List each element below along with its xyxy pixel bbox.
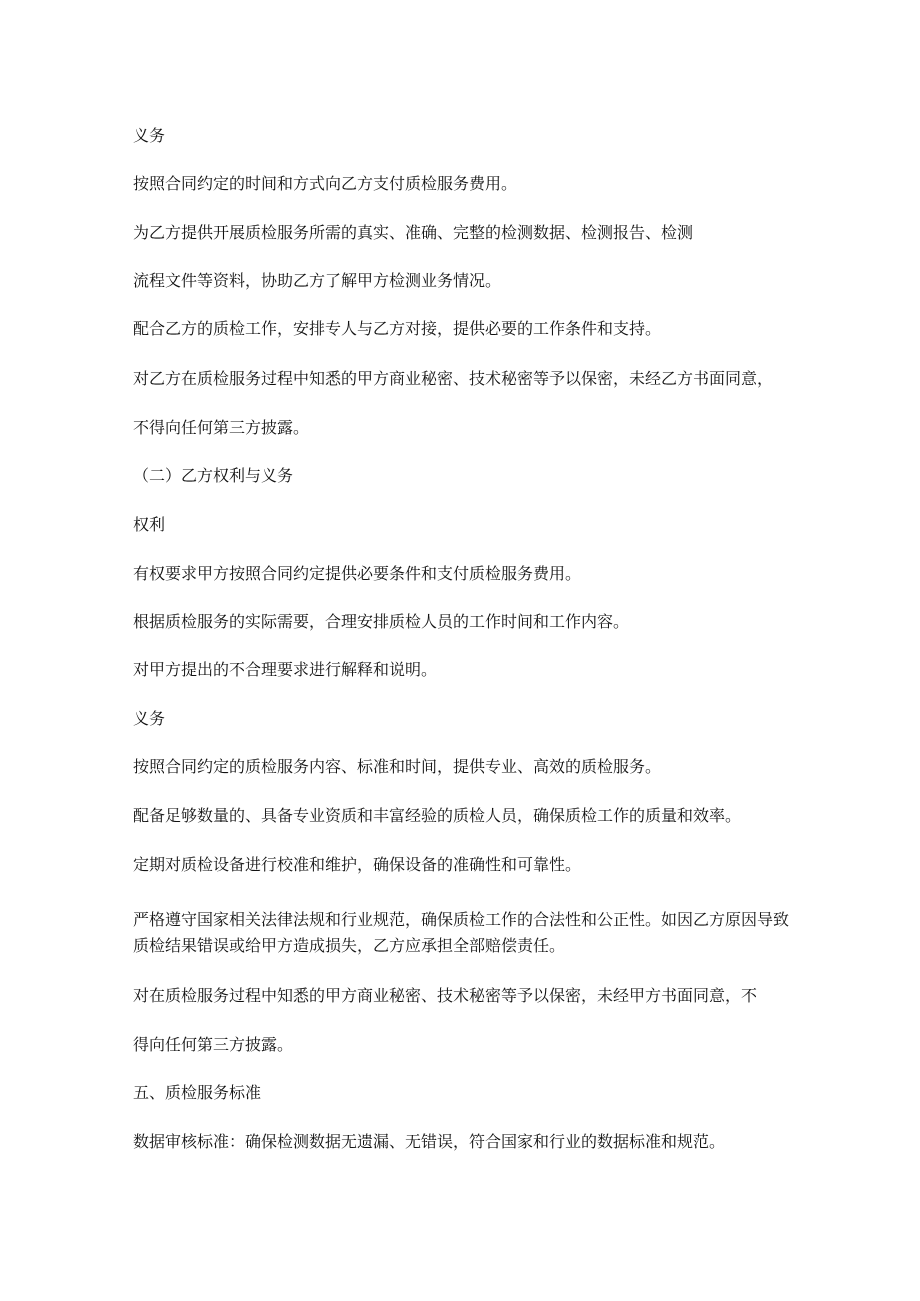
paragraph-line: 按照合同约定的质检服务内容、标准和时间，提供专业、高效的质检服务。 bbox=[133, 757, 662, 776]
paragraph-line: 按照合同约定的时间和方式向乙方支付质检服务费用。 bbox=[133, 174, 518, 193]
paragraph-line: 有权要求甲方按照合同约定提供必要条件和支付质检服务费用。 bbox=[133, 564, 582, 583]
paragraph-line: 对在质检服务过程中知悉的甲方商业秘密、技术秘密等予以保密，未经甲方书面同意，不 bbox=[133, 986, 758, 1005]
paragraph-line: 流程文件等资料，协助乙方了解甲方检测业务情况。 bbox=[133, 271, 502, 290]
paragraph-line: 对乙方在质检服务过程中知悉的甲方商业秘密、技术秘密等予以保密，未经乙方书面同意， bbox=[133, 369, 774, 388]
section-heading: （二）乙方权利与义务 bbox=[133, 466, 294, 485]
paragraph-line: 配合乙方的质检工作，安排专人与乙方对接，提供必要的工作条件和支持。 bbox=[133, 319, 662, 338]
paragraph-block: 严格遵守国家相关法律法规和行业规范，确保质检工作的合法性和公正性。如因乙方原因导致质检结果错误或给甲方造成损失，乙方应承担全部赔偿责任。 bbox=[133, 910, 790, 955]
paragraph-line: 对甲方提出的不合理要求进行解释和说明。 bbox=[133, 660, 438, 679]
paragraph-line: 得向任何第三方披露。 bbox=[133, 1035, 294, 1054]
section-heading: 五、质检服务标准 bbox=[133, 1083, 262, 1102]
paragraph-line: 不得向任何第三方披露。 bbox=[133, 418, 310, 437]
paragraph-line: 为乙方提供开展质检服务所需的真实、准确、完整的检测数据、检测报告、检测 bbox=[133, 223, 694, 242]
heading-obligations: 义务 bbox=[133, 126, 166, 145]
paragraph-line: 根据质检服务的实际需要，合理安排质检人员的工作时间和工作内容。 bbox=[133, 612, 630, 631]
heading-rights: 权利 bbox=[133, 515, 166, 534]
heading-obligations: 义务 bbox=[133, 709, 166, 728]
paragraph-line: 定期对质检设备进行校准和维护，确保设备的准确性和可靠性。 bbox=[133, 855, 582, 874]
paragraph-line: 配备足够数量的、具备专业资质和丰富经验的质检人员，确保质检工作的质量和效率。 bbox=[133, 806, 742, 825]
paragraph-line: 数据审核标准：确保检测数据无遗漏、无错误，符合国家和行业的数据标准和规范。 bbox=[133, 1132, 726, 1151]
